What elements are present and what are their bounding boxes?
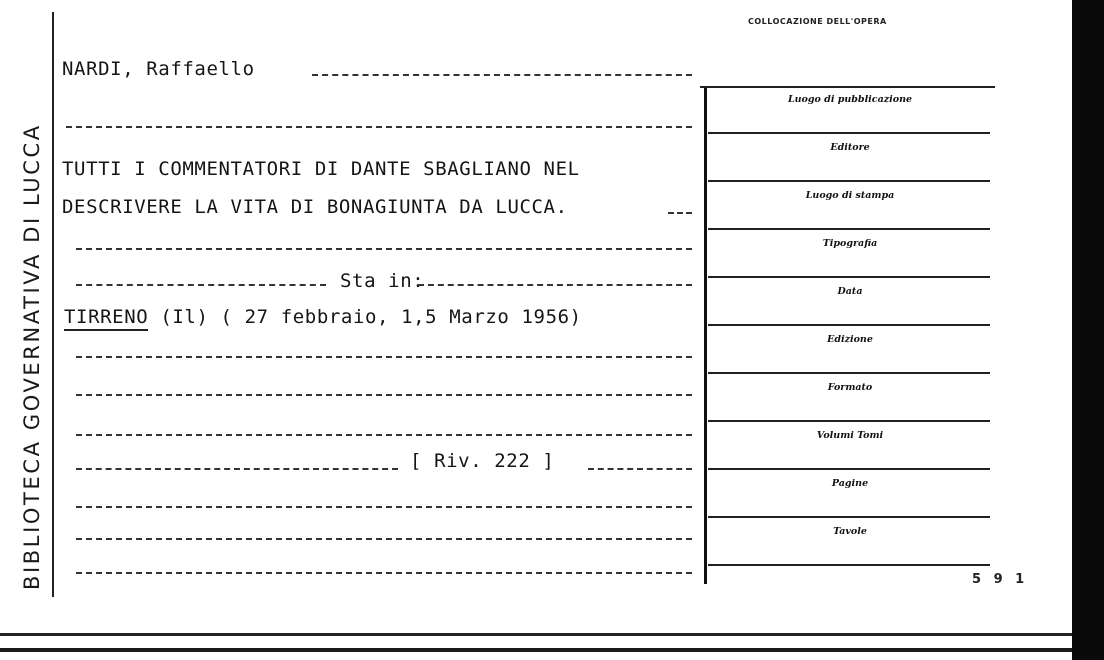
field-editore: Editore: [830, 142, 870, 153]
title-line-1: TUTTI I COMMENTATORI DI DANTE SBAGLIANO NEL: [62, 158, 580, 180]
field-luogo-pubblicazione: Luogo di pubblicazione: [787, 94, 913, 105]
field-line: [708, 324, 990, 326]
periodical-name: TIRRENO: [64, 306, 148, 331]
title-line-2: DESCRIVERE LA VITA DI BONAGIUNTA DA LUCCA.: [62, 196, 568, 218]
field-line: [708, 228, 990, 230]
blank-rule-5: [76, 434, 692, 436]
blank-rule-8: [76, 572, 692, 574]
card-bottom-edge: [0, 633, 1075, 636]
collocation-header: COLLOCAZIONE DELL'OPERA: [748, 17, 887, 26]
field-line: [708, 276, 990, 278]
scan-right-border: [1072, 0, 1104, 660]
author-name: NARDI, Raffaello: [62, 58, 255, 80]
field-data: Data: [837, 286, 863, 297]
field-line: [708, 420, 990, 422]
blank-rule-1: [66, 126, 692, 128]
field-line: [708, 180, 990, 182]
field-line: [708, 468, 990, 470]
title-rule: [668, 212, 692, 214]
field-box-left: [704, 88, 707, 584]
author-rule: [312, 74, 692, 76]
library-name: BIBLIOTECA GOVERNATIVA DI LUCCA: [20, 123, 44, 590]
page-mark: 5 9 1: [972, 572, 1029, 587]
field-pagine: Pagine: [831, 478, 869, 489]
field-line: [708, 516, 990, 518]
field-luogo-stampa: Luogo di stampa: [805, 190, 895, 201]
blank-rule-3: [76, 356, 692, 358]
left-margin-rule: [52, 12, 54, 597]
periodical-details: (Il) ( 27 febbraio, 1,5 Marzo 1956): [160, 306, 582, 328]
call-number-rule-left: [76, 468, 398, 470]
field-tipografia: Tipografia: [822, 238, 878, 249]
sta-in-label: Sta in:: [340, 270, 425, 292]
scan-bottom-edge: [0, 648, 1075, 652]
field-box-top: [700, 86, 995, 88]
blank-rule-6: [76, 506, 692, 508]
periodical-line: [64, 306, 582, 328]
field-tavole: Tavole: [833, 526, 867, 537]
call-number: [ Riv. 222 ]: [410, 450, 555, 472]
blank-rule-2: [76, 248, 692, 250]
field-line: [708, 132, 990, 134]
sta-in-rule-right: [418, 284, 692, 286]
blank-rule-7: [76, 538, 692, 540]
sta-in-rule-left: [76, 284, 326, 286]
field-line: [708, 564, 990, 566]
field-line: [708, 372, 990, 374]
field-volumi-tomi: Volumi Tomi: [816, 430, 884, 441]
call-number-rule-right: [588, 468, 692, 470]
field-formato: Formato: [827, 382, 873, 393]
blank-rule-4: [76, 394, 692, 396]
field-edizione: Edizione: [827, 334, 873, 345]
